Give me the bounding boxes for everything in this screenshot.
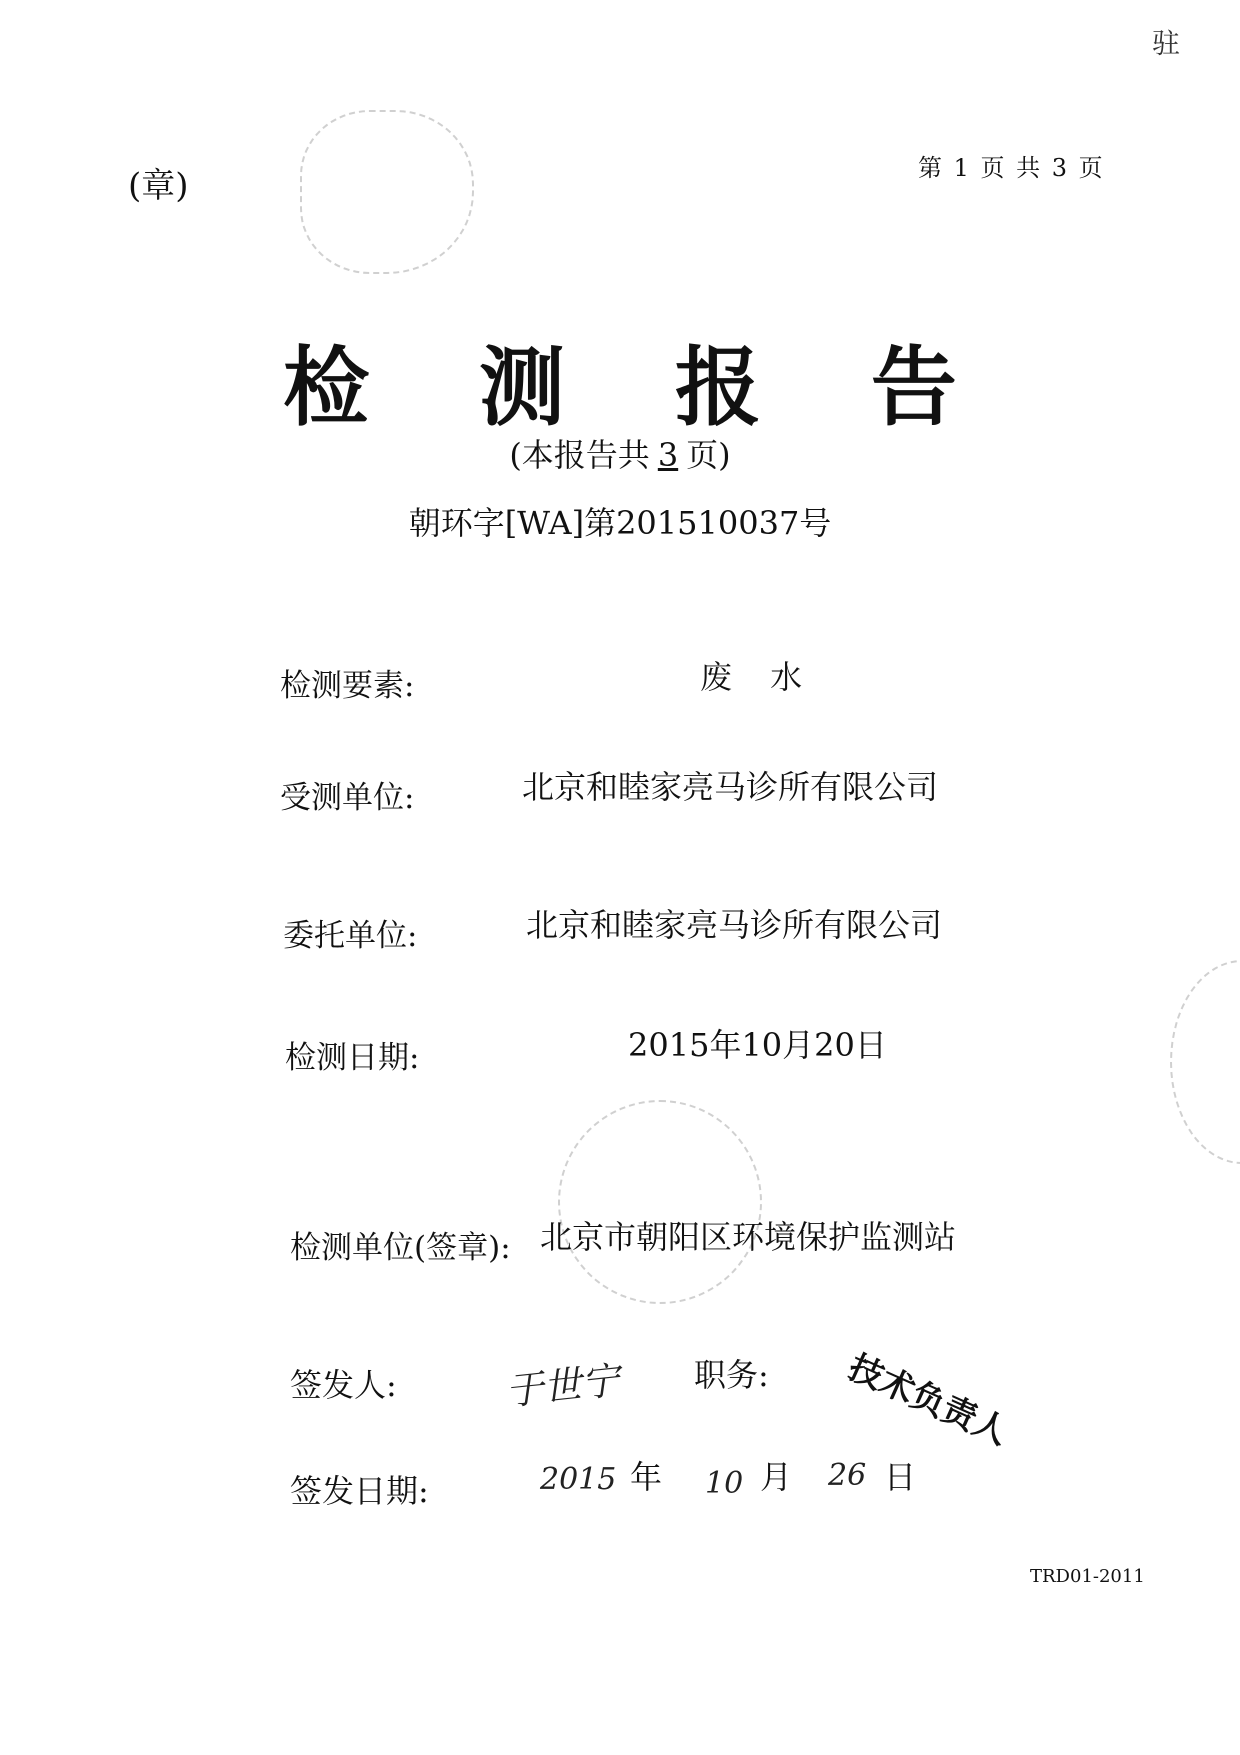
page-count-prefix: (本报告共 (509, 436, 650, 474)
page-count-line (0, 430, 1240, 476)
field-label-client-unit: 委托单位: (283, 918, 418, 954)
faded-stamp-edge (1170, 960, 1240, 1164)
page-number: 第 1 页 共 3 页 (918, 154, 1105, 182)
issue-date-day-unit: 日 (884, 1458, 917, 1496)
report-title: 检 测 报 告 (283, 338, 997, 438)
document-number: 朝环字[WA]第201510037号 (408, 504, 832, 542)
official-seal-stamp (558, 1100, 762, 1304)
issue-date-label: 签发日期: (290, 1472, 429, 1510)
field-value-testing-unit: 北京市朝阳区环境保护监测站 (540, 1218, 957, 1256)
issue-date-month-unit: 月 (760, 1458, 793, 1496)
issue-date-month: 10 (705, 1466, 744, 1501)
field-value-element: 废 水 (700, 658, 817, 696)
signer-signature: 于世宁 (503, 1358, 622, 1414)
faded-stamp-top (300, 110, 474, 274)
signer-label: 签发人: (290, 1366, 397, 1404)
issue-date-year: 2015 (540, 1462, 617, 1497)
page-count-value: 3 (657, 436, 679, 474)
field-value-test-date: 2015年10月20日 (628, 1026, 887, 1064)
field-label-test-date: 检测日期: (285, 1040, 420, 1076)
form-code: TRD01-2011 (1030, 1566, 1145, 1587)
issue-date-day: 26 (828, 1458, 867, 1493)
field-label-tested-unit: 受测单位: (280, 780, 415, 816)
field-label-element: 检测要素: (280, 668, 415, 704)
seal-label: (章) (128, 166, 189, 206)
issue-date-year-unit: 年 (630, 1458, 663, 1496)
field-label-testing-unit: 检测单位(签章): (290, 1230, 511, 1266)
duty-value-stamp: 技术负责人 (842, 1347, 1015, 1453)
field-value-tested-unit: 北京和睦家亮马诊所有限公司 (522, 768, 939, 806)
duty-label: 职务: (694, 1356, 769, 1394)
page-count-suffix: 页) (686, 436, 731, 474)
field-value-client-unit: 北京和睦家亮马诊所有限公司 (526, 906, 943, 944)
handwritten-corner-mark: 驻 (1152, 27, 1181, 60)
